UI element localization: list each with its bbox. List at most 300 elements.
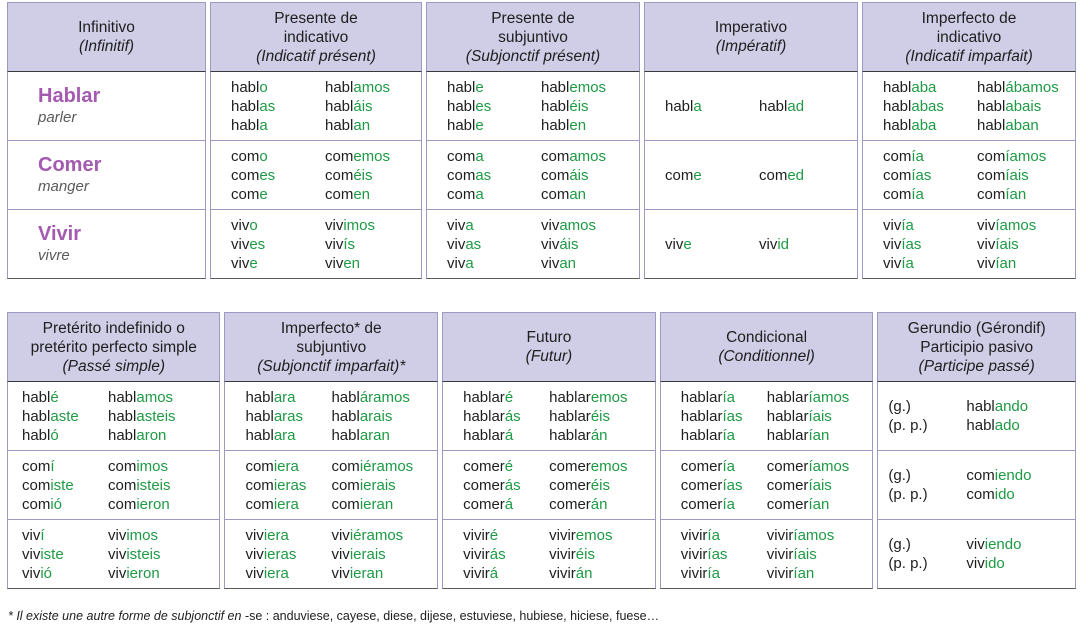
- form-stem: habl: [245, 407, 274, 425]
- conjugation-cell: [224, 381, 438, 451]
- person-column: [331, 457, 425, 514]
- form-ending: aras: [273, 407, 304, 425]
- conjugated-form: [463, 388, 549, 407]
- form-ending: an: [559, 254, 577, 272]
- conjugated-form: [447, 185, 541, 204]
- form-ending: ado: [994, 417, 1020, 434]
- form-stem: com: [108, 457, 137, 475]
- conjugated-form: [977, 78, 1071, 97]
- conjugated-form: [463, 495, 549, 514]
- form-stem: viv: [966, 536, 985, 553]
- form-stem: comer: [680, 457, 723, 475]
- form-stem: com: [447, 185, 476, 203]
- form-ending: ías: [707, 545, 728, 563]
- conjugated-form: [883, 185, 977, 204]
- form-stem: viv: [759, 235, 778, 253]
- person-column: [767, 457, 861, 514]
- form-stem: hablar: [549, 407, 591, 425]
- person-column: [665, 166, 759, 185]
- form-ending: ían: [808, 426, 830, 444]
- form-stem: hablar: [766, 388, 809, 406]
- header-presente-indicativo: Presente de indicativo (Indicatif présent): [210, 2, 422, 71]
- conjugation-cell: [7, 451, 220, 520]
- conjugation-forms: [8, 382, 219, 450]
- form-ending: iste: [40, 545, 64, 563]
- form-stem: com: [447, 166, 476, 184]
- form-ending: e: [259, 185, 268, 203]
- conjugated-form: [231, 116, 325, 135]
- conjugated-form: [767, 476, 861, 495]
- form-stem: viv: [883, 235, 902, 253]
- form-ending: aran: [359, 426, 390, 444]
- person-column: [549, 526, 643, 583]
- form-ending: éis: [575, 545, 595, 563]
- conjugated-form: [231, 78, 325, 97]
- form-stem: comer: [463, 495, 505, 513]
- form-stem: habl: [108, 407, 137, 425]
- conjugated-form: [541, 185, 635, 204]
- form-ending: ías: [722, 407, 743, 425]
- infinitive: [8, 153, 205, 197]
- form-stem: viv: [108, 526, 127, 544]
- form-stem: viv: [665, 235, 684, 253]
- person-column: [22, 457, 108, 514]
- conjugated-form: [966, 554, 1060, 573]
- person-column: [22, 388, 108, 445]
- form-ending: iendo: [994, 467, 1032, 484]
- form-ending: ábamos: [1005, 78, 1059, 96]
- conjugated-form: [331, 545, 425, 564]
- conjugation-cell: [442, 520, 656, 589]
- footnote: * Il existe une autre forme de subjonctif en -se : anduviese, cayese, diese, dijese, estuviese, hubiese, hiciese, fuese…: [8, 609, 660, 623]
- conjugation-cell: [426, 71, 640, 141]
- person-column: [325, 147, 419, 204]
- conjugated-form: [447, 78, 541, 97]
- person-column: [325, 216, 419, 273]
- conjugated-form: [681, 545, 767, 564]
- form-stem: vivir: [549, 564, 576, 582]
- form-stem: habl: [231, 78, 260, 96]
- conjugation-cell: [660, 520, 874, 589]
- person-column: [231, 78, 325, 135]
- form-ending: ierais: [349, 545, 386, 563]
- conjugated-form: [231, 147, 325, 166]
- conjugated-form: [325, 97, 419, 116]
- form-stem: viv: [245, 526, 264, 544]
- conjugated-form: [966, 397, 1060, 416]
- form-stem: viv: [22, 545, 41, 563]
- form-stem: com: [977, 147, 1006, 165]
- form-stem: hablar: [549, 388, 591, 406]
- conjugated-form: [549, 526, 643, 545]
- form-stem: com: [977, 166, 1006, 184]
- conjugated-form: [331, 526, 425, 545]
- conjugated-form: [767, 545, 861, 564]
- participle-cell: [877, 381, 1076, 451]
- form-ending: án: [590, 426, 608, 444]
- form-ending: arais: [359, 407, 393, 425]
- form-ending: íamos: [808, 457, 850, 475]
- conjugated-form: [447, 147, 541, 166]
- form-stem: vivir: [463, 564, 490, 582]
- form-stem: com: [245, 495, 274, 513]
- conjugated-form: [681, 526, 767, 545]
- form-ending: ó: [50, 426, 59, 444]
- conjugated-form: [108, 457, 202, 476]
- form-stem: comer: [766, 476, 809, 494]
- form-ending: ido: [984, 555, 1005, 572]
- form-stem: vivir: [549, 526, 576, 544]
- conjugation-forms: [645, 72, 857, 140]
- form-stem: comer: [680, 476, 723, 494]
- form-stem: viv: [231, 216, 250, 234]
- form-ending: en: [353, 185, 371, 203]
- form-ending: o: [259, 78, 268, 96]
- conjugation-forms: [211, 210, 421, 278]
- conjugation-cell: [224, 451, 438, 520]
- form-stem: vivir: [549, 545, 576, 563]
- conjugated-form: [231, 97, 325, 116]
- form-stem: viv: [977, 254, 996, 272]
- form-stem: com: [665, 166, 694, 184]
- person-column: [977, 78, 1071, 135]
- form-ending: iéramos: [349, 526, 404, 544]
- conjugated-form: [108, 426, 202, 445]
- conjugation-forms: [878, 451, 1075, 519]
- form-stem: com: [231, 166, 260, 184]
- conjugated-form: [681, 426, 767, 445]
- form-stem: vivir: [766, 545, 794, 563]
- person-column: [325, 78, 419, 135]
- form-ending: an: [569, 185, 587, 203]
- form-ending: as: [259, 97, 276, 115]
- form-ending: emos: [353, 147, 391, 165]
- form-stem: habl: [977, 97, 1006, 115]
- conjugated-form: [463, 426, 549, 445]
- form-stem: com: [883, 147, 912, 165]
- conjugated-form: [977, 97, 1071, 116]
- form-stem: com: [966, 486, 995, 503]
- form-stem: habl: [977, 78, 1006, 96]
- form-stem: com: [541, 166, 570, 184]
- conjugation-forms: [211, 72, 421, 140]
- person-column: [108, 526, 202, 583]
- conjugated-form: [541, 254, 635, 273]
- conjugated-form: [665, 166, 759, 185]
- conjugation-cell: [660, 451, 874, 520]
- form-ending: iéramos: [359, 457, 414, 475]
- conjugated-form: [549, 388, 643, 407]
- conjugated-form: [977, 116, 1071, 135]
- form-stem: habl: [231, 97, 260, 115]
- conjugated-form: [549, 564, 643, 583]
- form-ending: ían: [995, 254, 1017, 272]
- conjugated-form: [767, 426, 861, 445]
- person-column: [245, 526, 331, 583]
- conjugated-form: [108, 407, 202, 426]
- form-stem: vivir: [680, 545, 708, 563]
- form-stem: habl: [883, 116, 912, 134]
- conjugated-form: [759, 166, 853, 185]
- form-stem: comer: [549, 457, 591, 475]
- form-ending: aban: [1005, 116, 1039, 134]
- conjugation-forms: [661, 382, 873, 450]
- conjugation-cell: [644, 210, 858, 279]
- person-column: [541, 78, 635, 135]
- form-ending: e: [249, 254, 258, 272]
- conjugated-form: [681, 457, 767, 476]
- form-stem: habl: [325, 97, 354, 115]
- form-ending: ieron: [136, 495, 170, 513]
- form-ending: íais: [793, 545, 817, 563]
- conjugated-form: [325, 166, 419, 185]
- form-stem: habl: [665, 97, 694, 115]
- form-ending: é: [504, 457, 514, 475]
- conjugated-form: [245, 545, 331, 564]
- form-ending: áramos: [359, 388, 410, 406]
- verb-cell: [7, 210, 206, 279]
- form-stem: com: [231, 185, 260, 203]
- conjugation-forms: [863, 210, 1075, 278]
- conjugation-cell: [7, 520, 220, 589]
- form-stem: habl: [325, 78, 354, 96]
- conjugated-form: [541, 235, 635, 254]
- person-column: [665, 97, 759, 116]
- form-stem: com: [325, 166, 354, 184]
- header-preterito-indefinido: Pretérito indefinido o pretérito perfecto simple (Passé simple): [7, 312, 220, 381]
- conjugation-forms: [427, 141, 639, 209]
- form-ending: á: [504, 495, 514, 513]
- form-stem: com: [447, 147, 476, 165]
- participle-labels: [888, 397, 966, 435]
- form-ending: éis: [353, 166, 373, 184]
- conjugated-form: [245, 388, 331, 407]
- form-stem: hablar: [680, 426, 723, 444]
- form-ending: ía: [722, 495, 735, 513]
- form-ending: ía: [707, 564, 720, 582]
- conjugation-forms: [225, 382, 437, 450]
- form-stem: habl: [447, 116, 476, 134]
- form-ending: ías: [722, 476, 743, 494]
- form-stem: com: [22, 476, 51, 494]
- form-ending: iera: [263, 526, 289, 544]
- conjugation-forms: [878, 520, 1075, 588]
- conjugated-form: [22, 476, 108, 495]
- form-stem: viv: [231, 254, 250, 272]
- conjugated-form: [245, 426, 331, 445]
- conjugated-form: [541, 97, 635, 116]
- conjugated-form: [549, 426, 643, 445]
- form-ending: áis: [559, 235, 579, 253]
- form-stem: viv: [447, 235, 466, 253]
- form-ending: áis: [353, 97, 373, 115]
- form-ending: án: [575, 564, 593, 582]
- conjugated-form: [447, 216, 541, 235]
- form-stem: viv: [22, 526, 41, 544]
- form-stem: com: [966, 467, 995, 484]
- form-stem: viv: [108, 564, 127, 582]
- person-column: [759, 166, 853, 185]
- form-ending: es: [259, 166, 276, 184]
- conjugated-form: [665, 235, 759, 254]
- form-ending: es: [475, 97, 492, 115]
- form-stem: com: [883, 185, 912, 203]
- conjugated-form: [759, 97, 853, 116]
- person-column: [447, 147, 541, 204]
- participle-labels: [888, 466, 966, 504]
- form-ending: aba: [911, 116, 937, 134]
- form-ending: ás: [504, 407, 521, 425]
- form-ending: imos: [136, 457, 169, 475]
- conjugated-form: [447, 97, 541, 116]
- conjugated-form: [22, 426, 108, 445]
- form-stem: com: [331, 495, 360, 513]
- form-stem: viv: [977, 235, 996, 253]
- form-ending: ió: [50, 495, 63, 513]
- person-column: [549, 457, 643, 514]
- participle-label: (p. p.): [888, 486, 928, 503]
- person-column: [681, 388, 767, 445]
- participle-forms: [966, 397, 1060, 435]
- form-ending: án: [590, 495, 608, 513]
- conjugated-form: [231, 254, 325, 273]
- conjugated-form: [331, 388, 425, 407]
- person-column: [665, 235, 759, 254]
- form-stem: viv: [22, 564, 41, 582]
- participle-cell: [877, 451, 1076, 520]
- conjugated-form: [966, 535, 1060, 554]
- conjugated-form: [541, 147, 635, 166]
- conjugated-form: [977, 147, 1071, 166]
- conjugation-forms: [863, 141, 1075, 209]
- form-ending: amos: [569, 147, 607, 165]
- form-stem: hablar: [766, 426, 809, 444]
- conjugation-cell: [442, 451, 656, 520]
- form-ending: ando: [994, 398, 1029, 415]
- form-ending: á: [504, 426, 514, 444]
- conjugated-form: [541, 116, 635, 135]
- conjugation-forms: [427, 72, 639, 140]
- form-ending: ía: [722, 457, 735, 475]
- form-ending: íais: [995, 235, 1019, 253]
- person-column: [463, 457, 549, 514]
- verb-cell: [7, 71, 206, 141]
- form-stem: viv: [331, 545, 350, 563]
- header-condicional: Condicional (Conditionnel): [660, 312, 874, 381]
- conjugation-cell: [644, 71, 858, 141]
- form-ending: ió: [40, 564, 53, 582]
- conjugated-form: [541, 78, 635, 97]
- conjugated-form: [549, 545, 643, 564]
- conjugated-form: [759, 235, 853, 254]
- header-imperativo: Imperativo (Impératif): [644, 2, 858, 71]
- conjugated-form: [231, 166, 325, 185]
- form-ending: ían: [808, 495, 830, 513]
- header-imperfecto-subjuntivo: Imperfecto* de subjuntivo (Subjonctif imparfait)*: [224, 312, 438, 381]
- person-column: [883, 78, 977, 135]
- form-stem: comer: [549, 495, 591, 513]
- participle-label: (g.): [888, 536, 911, 553]
- form-stem: comer: [680, 495, 723, 513]
- person-column: [883, 216, 977, 273]
- conjugated-form: [463, 545, 549, 564]
- conjugated-form: [108, 526, 202, 545]
- conjugated-form: [883, 78, 977, 97]
- form-ending: ara: [273, 426, 296, 444]
- form-ending: ara: [273, 388, 296, 406]
- form-stem: habl: [966, 417, 995, 434]
- form-ending: e: [683, 235, 692, 253]
- form-stem: com: [22, 495, 51, 513]
- conjugation-forms: [645, 210, 857, 278]
- form-ending: emos: [569, 78, 607, 96]
- person-column: [463, 388, 549, 445]
- conjugation-cell: [224, 520, 438, 589]
- conjugated-form: [108, 476, 202, 495]
- form-stem: comer: [463, 457, 505, 475]
- form-stem: hablar: [680, 388, 723, 406]
- verb-translation: manger: [38, 178, 89, 195]
- conjugated-form: [231, 185, 325, 204]
- conjugated-form: [966, 466, 1060, 485]
- form-stem: com: [331, 476, 360, 494]
- form-ending: é: [50, 388, 59, 406]
- verb-translation: vivre: [38, 247, 70, 264]
- form-stem: habl: [331, 407, 360, 425]
- form-ending: ías: [901, 235, 922, 253]
- form-stem: comer: [463, 476, 505, 494]
- form-ending: íamos: [995, 216, 1037, 234]
- conjugation-forms: [427, 210, 639, 278]
- conjugated-form: [883, 235, 977, 254]
- conjugated-form: [331, 407, 425, 426]
- form-stem: viv: [541, 254, 560, 272]
- form-stem: vivir: [766, 526, 794, 544]
- form-ending: e: [475, 116, 484, 134]
- conjugated-form: [977, 185, 1071, 204]
- conjugated-form: [245, 407, 331, 426]
- conjugation-forms: [863, 72, 1075, 140]
- participle-labels: [888, 535, 966, 573]
- form-stem: viv: [541, 235, 560, 253]
- conjugated-form: [447, 254, 541, 273]
- form-ending: an: [353, 116, 371, 134]
- conjugated-form: [325, 185, 419, 204]
- form-stem: com: [22, 457, 51, 475]
- form-ending: aba: [911, 78, 937, 96]
- form-ending: e: [693, 166, 702, 184]
- form-stem: vivir: [463, 545, 490, 563]
- form-ending: ías: [911, 166, 932, 184]
- conjugated-form: [549, 476, 643, 495]
- form-ending: isteis: [136, 476, 171, 494]
- conjugated-form: [325, 254, 419, 273]
- conjugated-form: [325, 116, 419, 135]
- conjugated-form: [681, 388, 767, 407]
- conjugated-form: [22, 526, 108, 545]
- conjugated-form: [977, 216, 1071, 235]
- form-ending: éis: [590, 407, 610, 425]
- form-stem: com: [108, 495, 137, 513]
- header-presente-subjuntivo: Presente de subjuntivo (Subjonctif présent): [426, 2, 640, 71]
- form-ending: íamos: [808, 388, 850, 406]
- form-ending: ieras: [263, 545, 297, 563]
- conjugated-form: [966, 485, 1060, 504]
- participle-label: (g.): [888, 467, 911, 484]
- form-stem: habl: [108, 426, 137, 444]
- form-ending: emos: [575, 526, 613, 544]
- verb-cell: [7, 141, 206, 210]
